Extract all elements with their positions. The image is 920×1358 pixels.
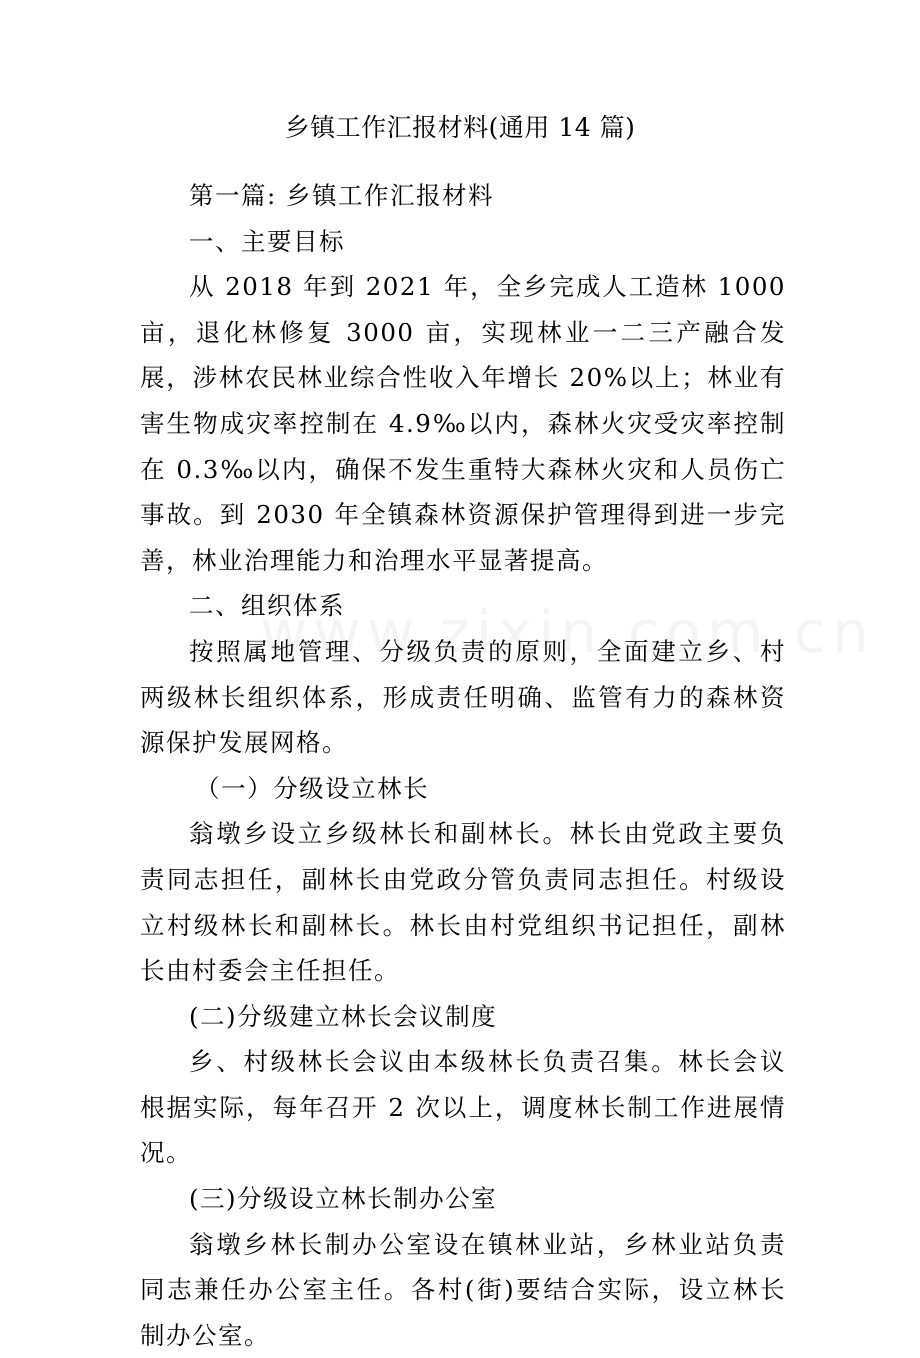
paragraph-subsection-3: 翁墩乡林长制办公室设在镇林业站，乡林业站负责同志兼任办公室主任。各村(街)要结合实际，设立林长制办公室。 <box>140 1229 786 1350</box>
chapter-heading: 第一篇: 乡镇工作汇报材料 <box>189 181 495 210</box>
document-body <box>140 173 786 1358</box>
paragraph-goals: 从 2018 年到 2021 年，全乡完成人工造林 1000 亩，退化林修复 3000 亩，实现林业一二三产融合发展，涉林农民林业综合性收入年增长 20%以上；林业有害生物成灾率控制在 4.9‰以内，森林火灾受灾率控制在 0.3‰以内，确保不发生重特大森林火灾和人员伤亡事故。到 2030 年全镇森林资源保护管理得到进一步完善，林业治理能力和治理水平显著提高。 <box>140 272 786 575</box>
section-heading-organization: 二、组织体系 <box>189 591 345 621</box>
section-heading-goals: 一、主要目标 <box>189 226 345 256</box>
paragraph-subsection-1: 翁墩乡设立乡级林长和副林长。林长由党政主要负责同志担任，副林长由党政分管负责同志担任。村级设立村级林长和副林长。林长由村党组织书记担任，副林长由村委会主任担任。 <box>140 819 786 986</box>
subsection-heading-2: (二)分级建立林长会议制度 <box>189 1001 498 1031</box>
document-title: 乡镇工作汇报材料(通用 14 篇) <box>284 113 636 142</box>
paragraph-organization: 按照属地管理、分级负责的原则，全面建立乡、村两级林长组织体系，形成责任明确、监管有力的森林资源保护发展网格。 <box>140 636 786 758</box>
subsection-heading-1: （一）分级设立林长 <box>195 773 430 803</box>
paragraph-subsection-2: 乡、村级林长会议由本级林长负责召集。林长会议根据实际，每年召开 2 次以上，调度林长制工作进展情况。 <box>140 1047 786 1168</box>
subsection-heading-3: (三)分级设立林长制办公室 <box>189 1184 498 1214</box>
